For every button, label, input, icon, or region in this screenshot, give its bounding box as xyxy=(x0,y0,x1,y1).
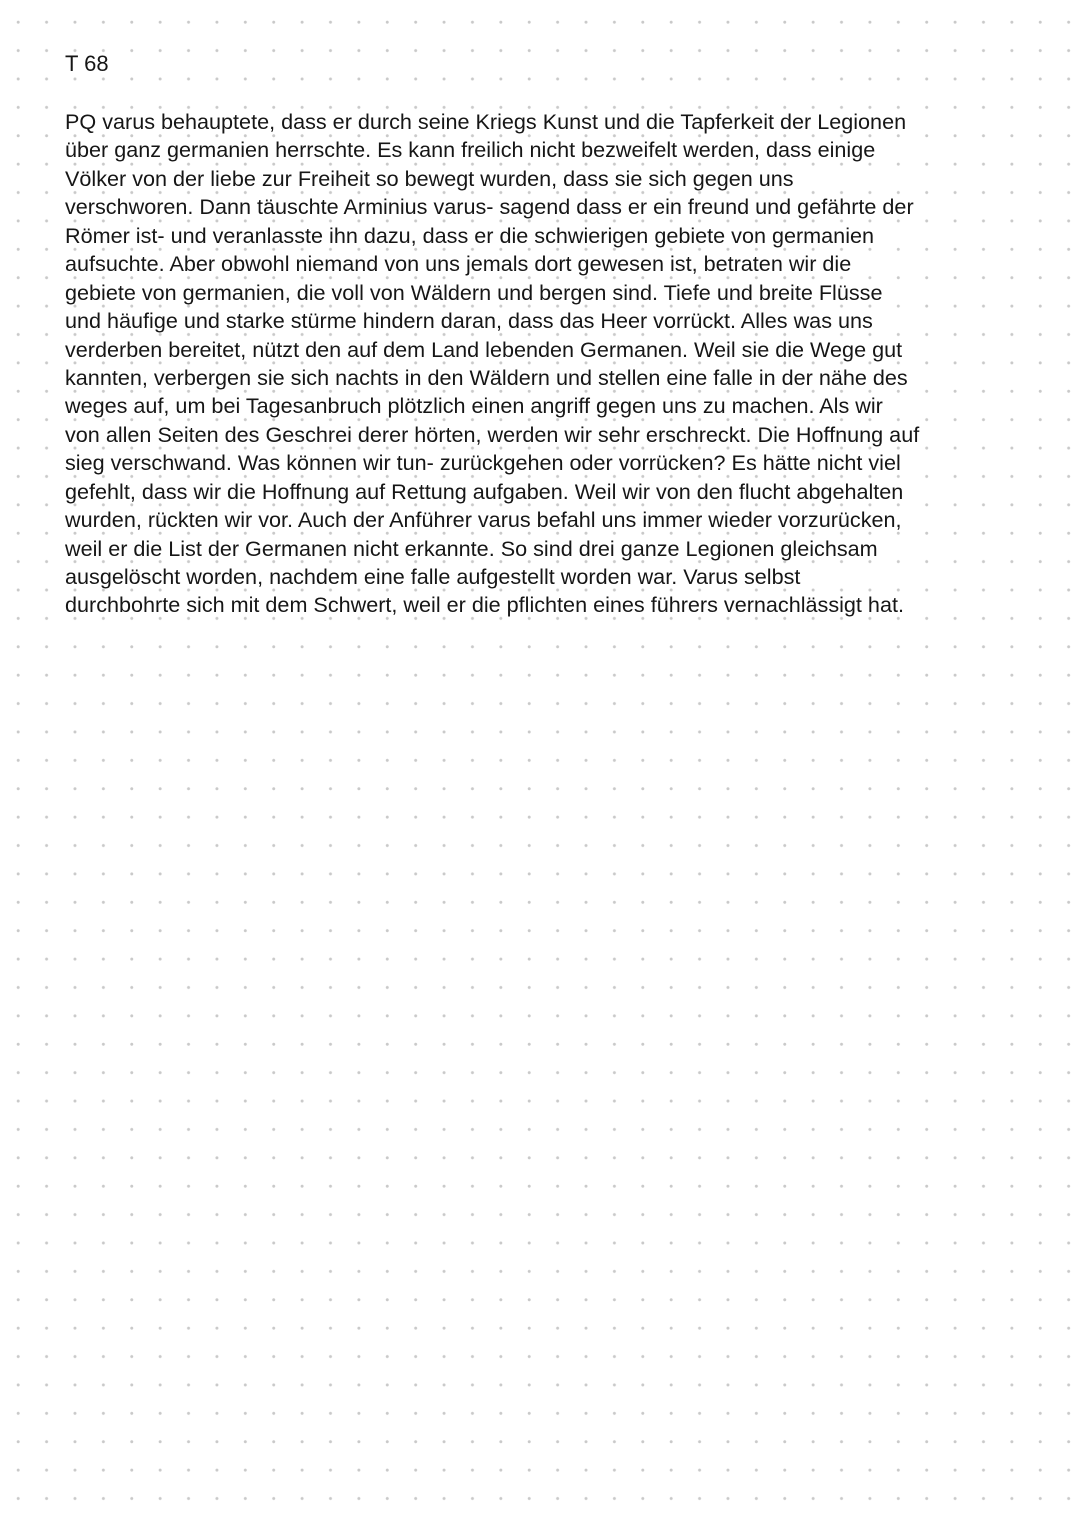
text-line: PQ varus behauptete, dass er durch seine Kriegs Kunst und die Tapferkeit der Legionen xyxy=(65,109,907,134)
text-line: über ganz germanien herrschte. Es kann freilich nicht bezweifelt werden, dass einige xyxy=(65,137,876,163)
text-line: Römer ist- und veranlasste ihn dazu, dass er die schwierigen gebiete von germanien xyxy=(65,222,875,248)
text-line: von allen Seiten des Geschrei derer hörten, werden wir sehr erschreckt. Die Hoffnung auf xyxy=(65,421,920,447)
body-text xyxy=(65,108,1055,620)
text-line: weil er die List der Germanen nicht erkannte. So sind drei ganze Legionen gleichsam xyxy=(65,535,878,561)
text-line: kannten, verbergen sie sich nachts in den Wäldern und stellen eine falle in der nähe des xyxy=(65,364,908,390)
text-line: verderben bereitet, nützt den auf dem Land lebenden Germanen. Weil sie die Wege gut xyxy=(65,336,903,362)
text-line: ausgelöscht worden, nachdem eine falle aufgestellt worden war. Varus selbst xyxy=(65,564,801,589)
text-line: aufsuchte. Aber obwohl niemand von uns jemals dort gewesen ist, betraten wir die xyxy=(65,251,852,277)
text-line: wurden, rückten wir vor. Auch der Anführer varus befahl uns immer wieder vorzurücken, xyxy=(65,507,902,533)
text-line: durchbohrte sich mit dem Schwert, weil er die pflichten eines führers vernachlässigt hat. xyxy=(65,592,904,618)
text-line: gefehlt, dass wir die Hoffnung auf Rettung aufgaben. Weil wir von den flucht abgehalten xyxy=(65,478,904,504)
text-line: gebiete von germanien, die voll von Wäldern und bergen sind. Tiefe und breite Flüsse xyxy=(65,279,883,305)
text-line: Völker von der liebe zur Freiheit so bewegt wurden, dass sie sich gegen uns xyxy=(65,165,794,191)
text-line: und häufige und starke stürme hindern daran, dass das Heer vorrückt. Alles was uns xyxy=(65,308,873,334)
page-title: T 68 xyxy=(65,51,109,76)
text-line: weges auf, um bei Tagesanbruch plötzlich einen angriff gegen uns zu machen. Als wir xyxy=(65,393,883,419)
text-line: verschworen. Dann täuschte Arminius varus- sagend dass er ein freund und gefährte der xyxy=(65,194,914,220)
text-line: sieg verschwand. Was können wir tun- zurückgehen oder vorrücken? Es hätte nicht viel xyxy=(65,450,901,476)
